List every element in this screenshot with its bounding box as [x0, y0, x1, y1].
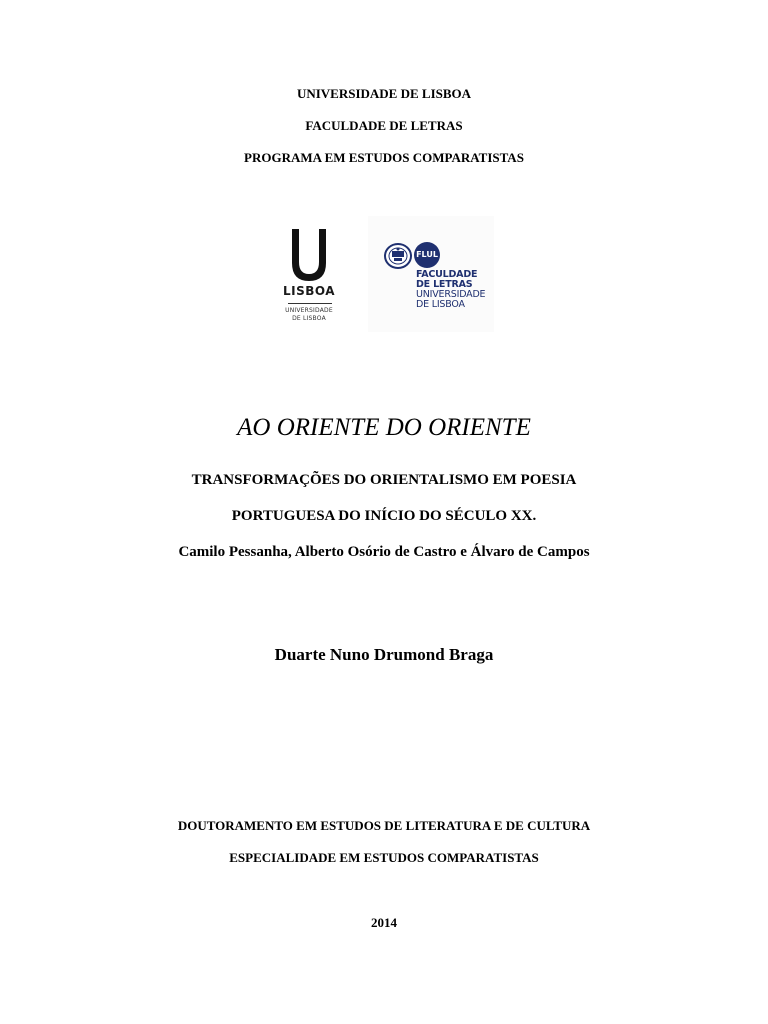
thesis-subtitle-line-2: PORTUGUESA DO INÍCIO DO SÉCULO XX.: [231, 508, 537, 524]
flul-line-2: DE LETRAS: [416, 279, 473, 290]
thesis-year: 2014: [371, 915, 397, 930]
ulisboa-logo-subtitle-line-2: DE LISBOA: [292, 315, 326, 322]
ulisboa-logo-subtitle-line-1: UNIVERSIDADE: [285, 307, 333, 314]
ulisboa-u-mark: [289, 228, 329, 282]
thesis-poets: Camilo Pessanha, Alberto Osório de Castro e Álvaro de Campos: [178, 544, 590, 560]
ulisboa-logo-name: LISBOA: [282, 284, 336, 298]
flul-badge: FLUL: [414, 242, 440, 268]
ulisboa-logo-subtitle: [276, 307, 342, 323]
flul-line-4: DE LISBOA: [416, 299, 465, 310]
thesis-subtitle-line-1: TRANSFORMAÇÕES DO ORIENTALISMO EM POESIA: [191, 472, 577, 488]
author-name: Duarte Nuno Drumond Braga: [274, 645, 494, 664]
specialty-name: ESPECIALIDADE EM ESTUDOS COMPARATISTAS: [229, 850, 539, 865]
ulisboa-logo-rule: [288, 303, 332, 304]
flul-line-3: UNIVERSIDADE: [416, 289, 486, 300]
flul-logo: [368, 216, 494, 332]
university-name: UNIVERSIDADE DE LISBOA: [296, 86, 472, 101]
faculty-seal-icon: [383, 242, 413, 270]
degree-name: DOUTORAMENTO EM ESTUDOS DE LITERATURA E DE CULTURA: [177, 818, 591, 833]
flul-logo-text: [416, 270, 485, 310]
program-name: PROGRAMA EM ESTUDOS COMPARATISTAS: [244, 150, 524, 165]
flul-line-1: FACULDADE: [416, 269, 478, 280]
thesis-title: AO ORIENTE DO ORIENTE: [237, 414, 531, 441]
faculty-name: FACULDADE DE LETRAS: [305, 118, 463, 133]
ulisboa-logo: [276, 222, 342, 334]
